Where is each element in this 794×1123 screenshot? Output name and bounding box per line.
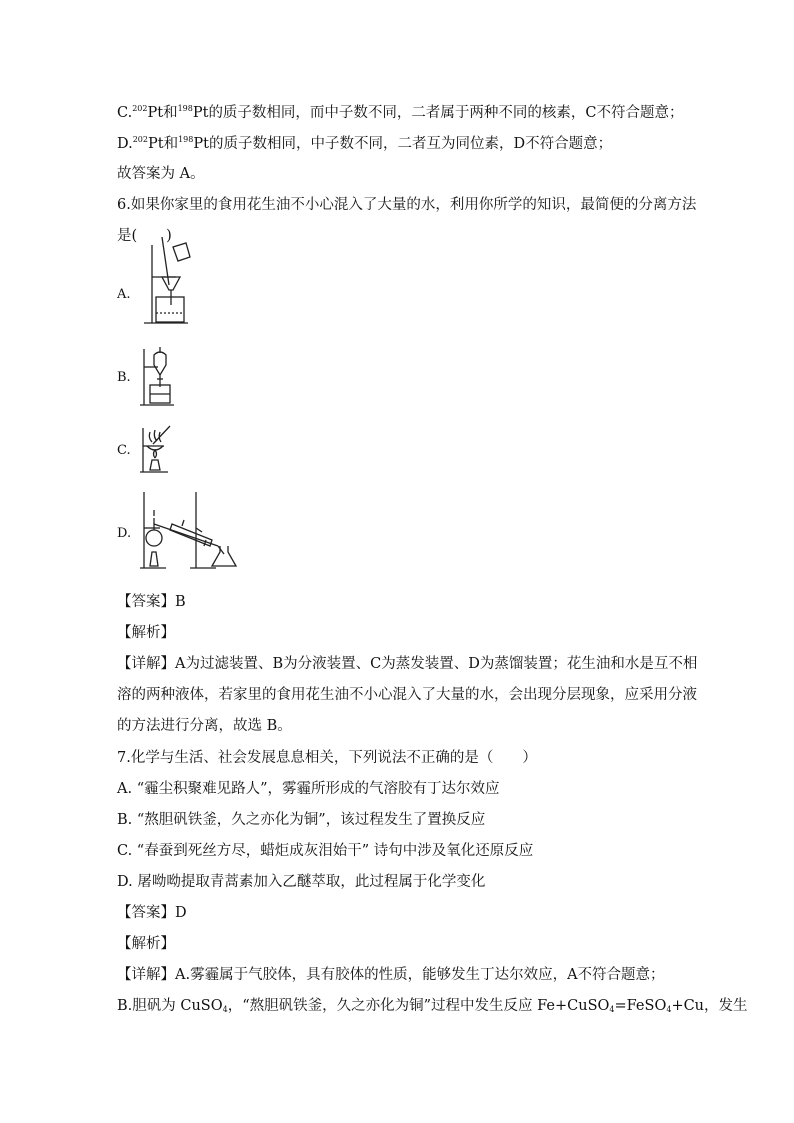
- isotope-symbol: Pt: [147, 105, 164, 121]
- isotope-mass: 198: [177, 104, 193, 113]
- text-segment: B.胆矾为 CuSO: [117, 998, 223, 1014]
- q6-detail-line1: 【详解】A为过滤装置、B为分液装置、C为蒸发装置、D为蒸馏装置；花生油和水是互不相: [117, 656, 698, 672]
- explanation-text: 的质子数相同，而中子数不同，二者属于两种不同的核素，C不符合题意；: [208, 105, 684, 121]
- conjunction: 和: [163, 105, 178, 121]
- q7-analysis-title: 【解析】: [117, 936, 175, 952]
- q7-option-a: A. “霾尘积聚难见路人”，雾霾所形成的气溶胶有丁达尔效应: [117, 781, 500, 797]
- q6-stem-line1: 6.如果你家里的食用花生油不小心混入了大量的水，利用你所学的知识，最简便的分离方法: [117, 197, 697, 213]
- q7-answer: 【答案】D: [117, 905, 187, 921]
- explanation-text: 的质子数相同，中子数不同，二者互为同位素，D不符合题意；: [208, 136, 613, 152]
- isotope-mass: 202: [132, 104, 148, 113]
- text-segment: =FeSO: [614, 998, 667, 1014]
- q6-option-b-label: B.: [117, 370, 131, 385]
- isotope-mass: 198: [178, 135, 194, 144]
- q7-option-d: D. 屠呦呦提取青蒿素加入乙醚萃取，此过程属于化学变化: [117, 874, 486, 890]
- isotope-symbol: Pt: [193, 136, 209, 152]
- isotope-symbol: Pt: [148, 136, 164, 152]
- q6-stem-line2: 是( ): [117, 228, 172, 244]
- q6-answer: 【答案】B: [117, 594, 186, 610]
- q5-conclusion: 故答案为 A。: [117, 166, 205, 182]
- q5-option-d-explanation: [117, 134, 612, 154]
- isotope-mass: 202: [132, 135, 148, 144]
- text-segment: +Cu，发生: [671, 998, 748, 1014]
- q5-option-c-explanation: [117, 103, 684, 123]
- subscript: 4: [222, 1005, 228, 1014]
- q7-stem: 7.化学与生活、社会发展息息相关，下列说法不正确的是（ ）: [117, 750, 537, 766]
- filtration-apparatus-figure: [138, 235, 198, 330]
- q7-option-b: B. “熬胆矾铁釜，久之亦化为铜”，该过程发生了置换反应: [117, 812, 486, 828]
- q6-option-d-label: D.: [117, 526, 132, 541]
- q6-detail-line3: 的方法进行分离，故选 B。: [117, 718, 292, 734]
- evaporation-apparatus-figure: [138, 422, 178, 477]
- q6-option-a-label: A.: [117, 287, 131, 302]
- isotope-symbol: Pt: [192, 105, 209, 121]
- prefix: D.: [117, 136, 133, 152]
- subscript: 4: [609, 1005, 615, 1014]
- q6-detail-line2: 溶的两种液体，若家里的食用花生油不小心混入了大量的水，会出现分层现象，应采用分液: [117, 687, 697, 703]
- q7-detail-a: 【详解】A.雾霾属于气胶体，具有胶体的性质，能够发生丁达尔效应，A不符合题意；: [117, 967, 665, 983]
- q6-option-c-label: C.: [117, 443, 131, 458]
- distillation-apparatus-figure: [138, 488, 240, 573]
- conjunction: 和: [163, 136, 179, 152]
- q6-analysis-title: 【解析】: [117, 625, 175, 641]
- subscript: 4: [666, 1005, 672, 1014]
- q7-detail-b: [117, 996, 748, 1016]
- separatory-funnel-figure: [138, 345, 188, 410]
- prefix: C.: [117, 105, 133, 121]
- q7-option-c: C. “春蚕到死丝方尽，蜡炬成灰泪始干” 诗句中涉及氧化还原反应: [117, 843, 534, 859]
- text-segment: ，“熬胆矾铁釜，久之亦化为铜”过程中发生反应 Fe+CuSO: [227, 998, 610, 1014]
